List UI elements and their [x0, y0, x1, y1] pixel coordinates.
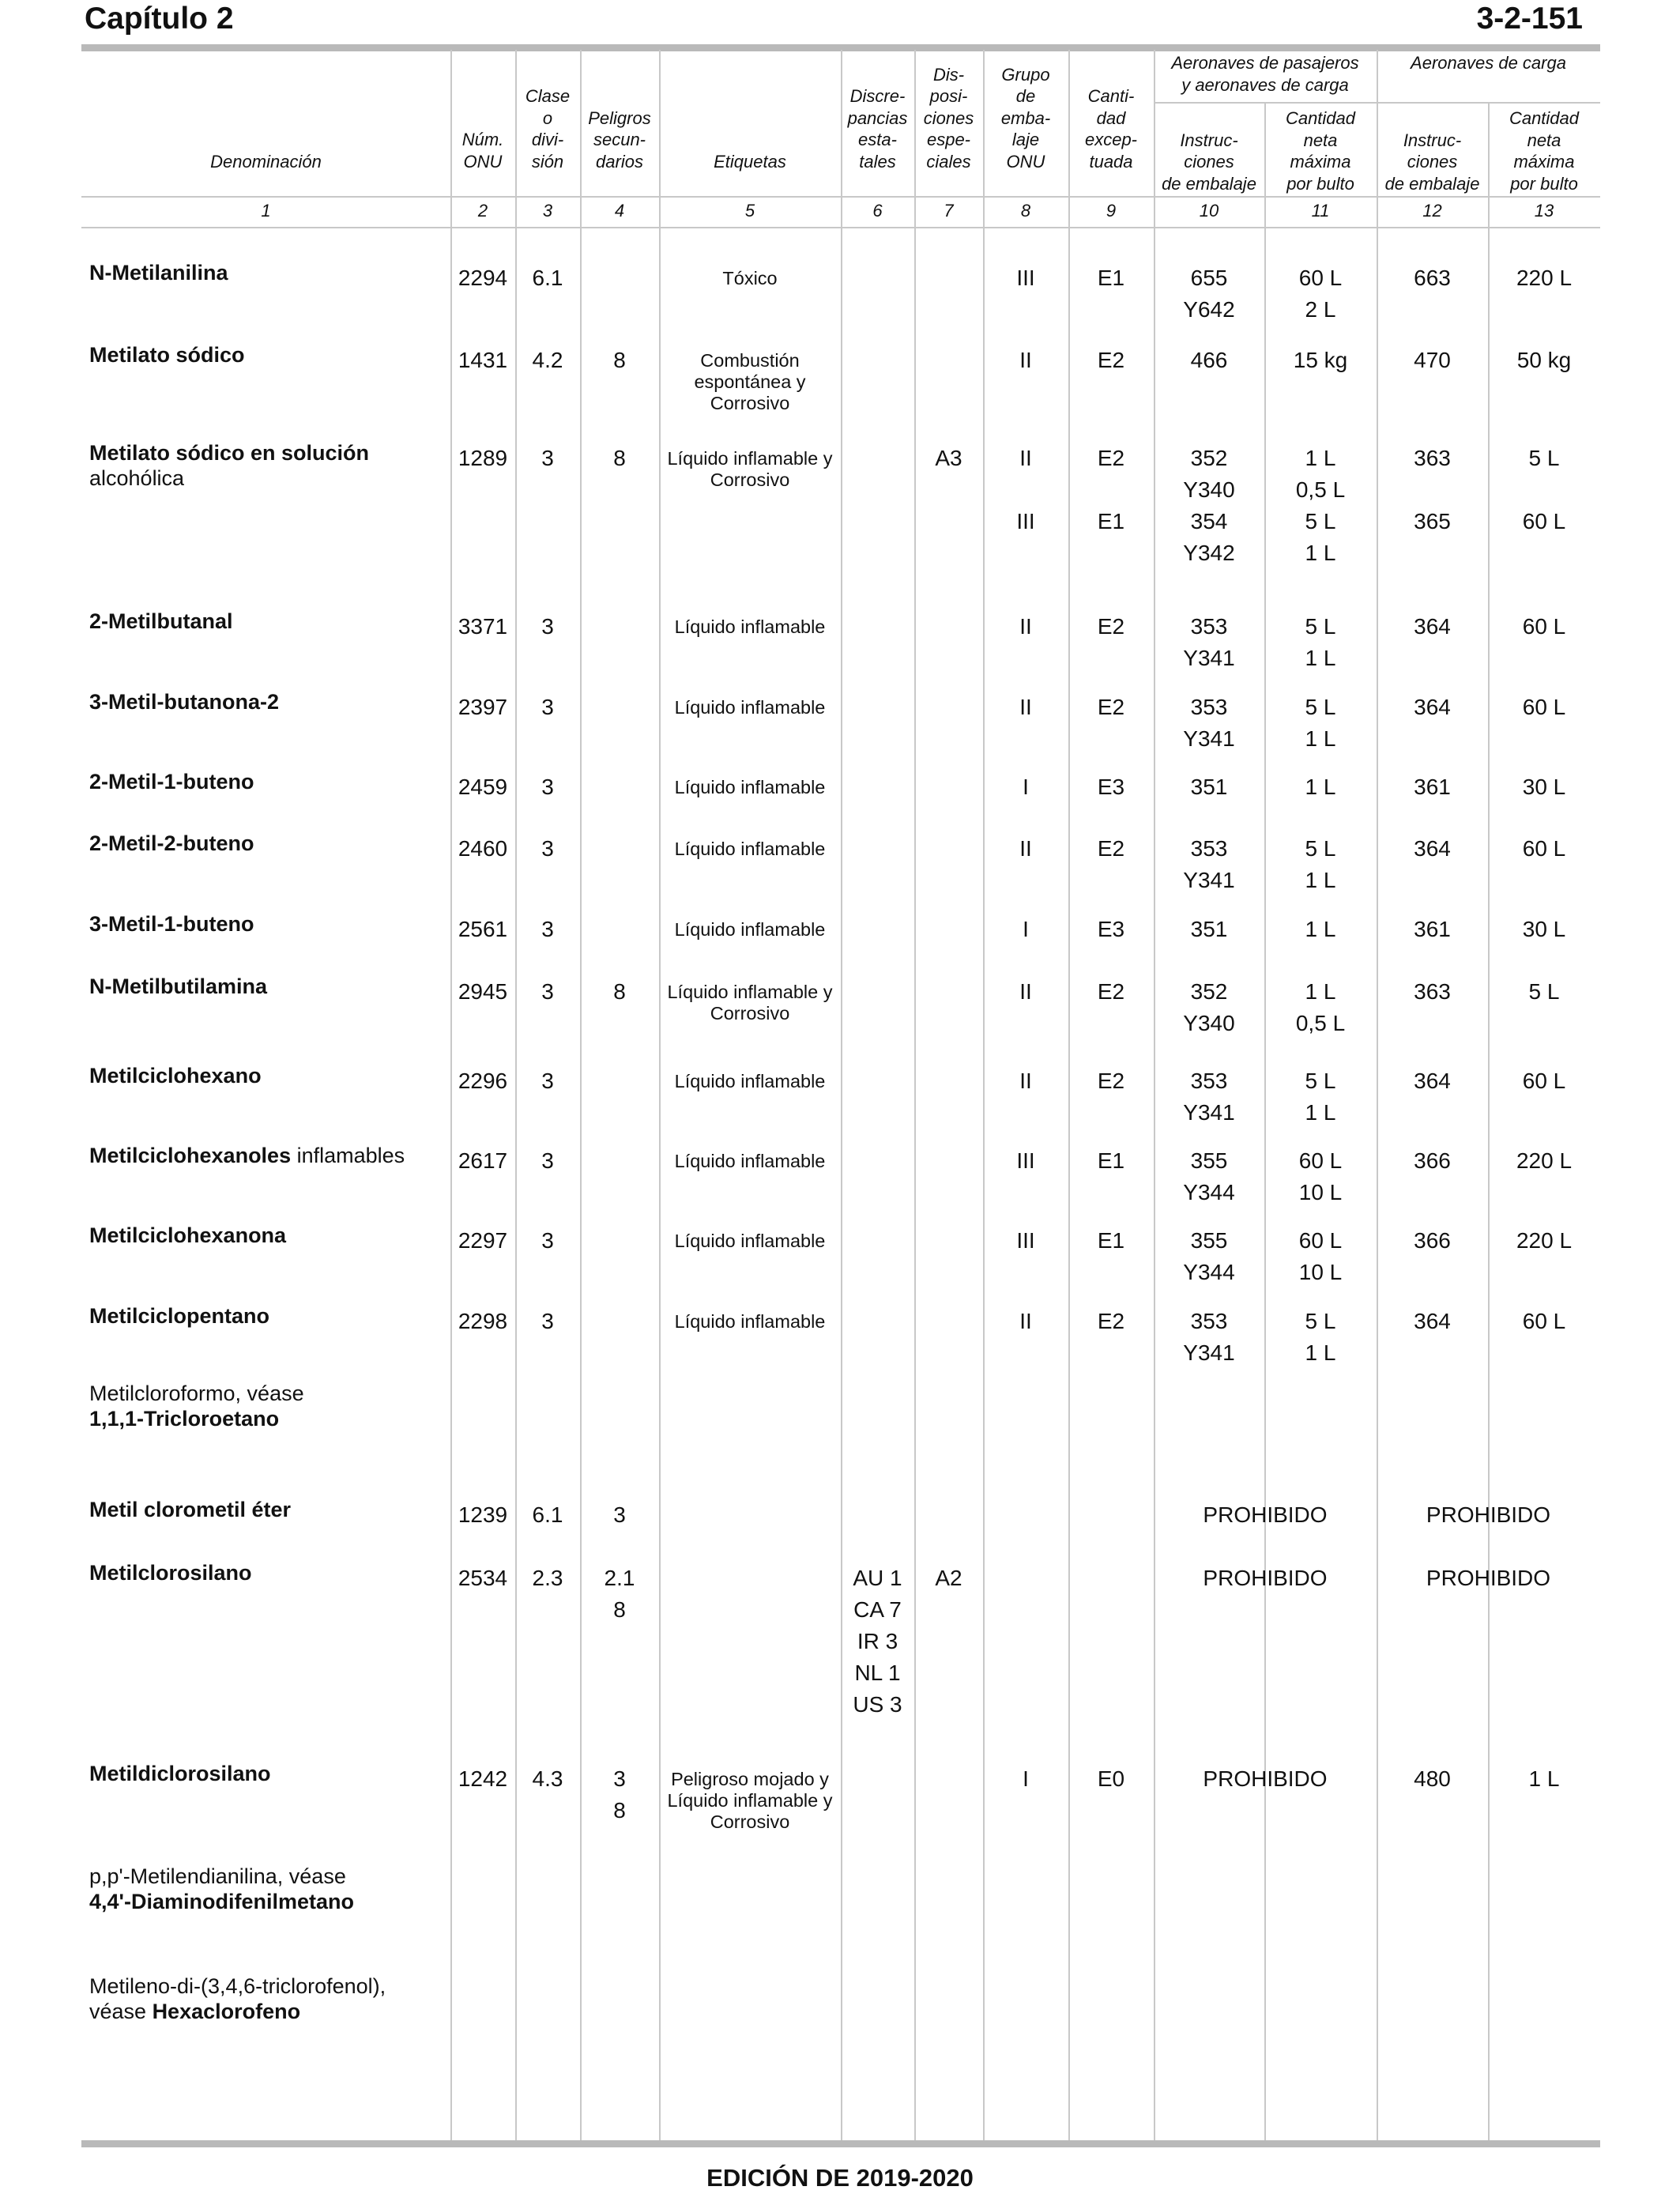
passenger-max-quantity: 5 L 1 L	[1305, 1309, 1336, 1365]
hazard-class: 3	[541, 1228, 554, 1253]
entry-name: Metilciclohexanona	[89, 1223, 287, 1247]
excepted-quantity: E2 E1	[1097, 446, 1125, 533]
hazard-label: Líquido inflamable	[674, 777, 826, 797]
excepted-quantity: E1	[1097, 1228, 1125, 1253]
excepted-quantity: E3	[1097, 917, 1125, 941]
cargo-packing-instruction: 366	[1414, 1228, 1451, 1253]
cargo-packing-instruction: 366	[1414, 1148, 1451, 1173]
passenger-prohibited: PROHIBIDO	[1203, 1502, 1328, 1527]
entry-name: Metilciclohexano	[89, 1064, 262, 1088]
header-rule	[81, 196, 1600, 198]
entry-name: Metilato sódico	[89, 343, 245, 367]
cargo-packing-instruction: 480	[1414, 1766, 1451, 1791]
passenger-max-quantity: 5 L 1 L	[1305, 614, 1336, 670]
entry-name: Metileno-di-(3,4,6-triclorofenol), véase Hexaclorofeno	[89, 1974, 386, 2023]
subsidiary-hazard: 3	[613, 1502, 626, 1527]
passenger-packing-instruction: 353 Y341	[1183, 836, 1235, 892]
hazard-class: 6.1	[532, 266, 563, 290]
un-number: 2561	[458, 917, 508, 941]
excepted-quantity: E2	[1097, 979, 1125, 1004]
cargo-max-quantity: 30 L	[1522, 917, 1566, 941]
column-number-rule	[81, 227, 1600, 228]
special-provision: A3	[935, 446, 962, 470]
packing-group: I	[1023, 917, 1029, 941]
passenger-packing-instruction: 353 Y341	[1183, 1069, 1235, 1125]
packing-group: II	[1019, 614, 1032, 639]
cargo-packing-instruction: 364	[1414, 1309, 1451, 1333]
hazard-class: 4.3	[532, 1766, 563, 1791]
cargo-max-quantity: 220 L	[1516, 266, 1573, 290]
excepted-quantity: E2	[1097, 695, 1125, 719]
state-variation: AU 1 CA 7 IR 3 NL 1 US 3	[853, 1566, 902, 1717]
hazard-class: 3	[541, 979, 554, 1004]
column-number: 8	[1020, 201, 1031, 221]
passenger-packing-instruction: 352 Y340	[1183, 979, 1235, 1035]
excepted-quantity: E1	[1097, 266, 1125, 290]
hazard-class: 3	[541, 836, 554, 861]
entry-name: 2-Metil-1-buteno	[89, 770, 254, 794]
cargo-max-quantity: 220 L	[1516, 1148, 1573, 1173]
group-header-rule	[1154, 102, 1600, 104]
excepted-quantity: E2	[1097, 836, 1125, 861]
packing-group: II	[1019, 836, 1032, 861]
passenger-max-quantity: 5 L 1 L	[1305, 1069, 1336, 1125]
entry-name: 2-Metilbutanal	[89, 609, 233, 633]
column-number: 12	[1422, 201, 1442, 221]
packing-group: II	[1019, 348, 1032, 372]
hazard-class: 4.2	[532, 348, 563, 372]
entry-name: Metildiclorosilano	[89, 1762, 271, 1785]
cargo-packing-instruction: 364	[1414, 1069, 1451, 1093]
un-number: 1289	[458, 446, 508, 470]
entry-name: 3-Metil-butanona-2	[89, 690, 279, 714]
cargo-packing-instruction: 364	[1414, 614, 1451, 639]
passenger-packing-instruction: 351	[1190, 775, 1228, 799]
hazard-class: 2.3	[532, 1566, 563, 1590]
special-provision: A2	[935, 1566, 962, 1590]
packing-group: III	[1016, 1228, 1035, 1253]
hazard-label: Líquido inflamable	[674, 1071, 826, 1091]
column-number: 11	[1311, 201, 1330, 221]
cargo-max-quantity: 50 kg	[1516, 348, 1572, 372]
cargo-max-quantity: 30 L	[1522, 775, 1566, 799]
column-number: 1	[261, 201, 271, 221]
passenger-packing-instruction: 655 Y642	[1183, 266, 1235, 322]
hazard-label: Líquido inflamable	[674, 839, 826, 859]
hazard-class: 3	[541, 446, 554, 470]
hazard-label: Líquido inflamable	[674, 1311, 826, 1332]
un-number: 3371	[458, 614, 508, 639]
cargo-packing-instruction: 470	[1414, 348, 1451, 372]
cargo-max-quantity: 60 L	[1522, 1069, 1566, 1093]
entry-name: p,p'-Metilendianilina, véase 4,4'-Diaminodifenilmetano	[89, 1864, 354, 1913]
column-number: 5	[744, 201, 755, 221]
chapter-title: Capítulo 2	[85, 2, 234, 36]
packing-group: II III	[1016, 446, 1035, 533]
header-num-onu: Núm. ONU	[461, 130, 504, 172]
header-grupo-embalaje: Grupo de emba- laje ONU	[1000, 64, 1051, 172]
hazard-label: Líquido inflamable y Corrosivo	[667, 448, 833, 490]
cargo-max-quantity: 60 L	[1522, 836, 1566, 861]
hazard-class: 6.1	[532, 1502, 563, 1527]
hazard-label: Combustión espontánea y Corrosivo	[694, 350, 806, 413]
header-clase: Clase o divi- sión	[525, 86, 571, 172]
column-number: 13	[1534, 201, 1554, 221]
header-peligros-secundarios: Peligros secun- darios	[588, 107, 651, 172]
column-divider	[1488, 103, 1490, 2140]
un-number: 2397	[458, 695, 508, 719]
passenger-packing-instruction: 351	[1190, 917, 1228, 941]
hazard-label: Líquido inflamable y Corrosivo	[667, 982, 833, 1023]
cargo-max-quantity: 220 L	[1516, 1228, 1573, 1253]
hazard-label: Líquido inflamable	[674, 697, 826, 718]
subsidiary-hazard: 8	[613, 348, 626, 372]
passenger-max-quantity: 5 L 1 L	[1305, 695, 1336, 751]
excepted-quantity: E2	[1097, 1309, 1125, 1333]
un-number: 2534	[458, 1566, 508, 1590]
hazard-class: 3	[541, 614, 554, 639]
excepted-quantity: E0	[1097, 1766, 1125, 1791]
column-number: 6	[872, 201, 883, 221]
header-cantidad-exceptuada: Canti- dad excep- tuada	[1084, 86, 1138, 172]
column-number: 2	[477, 201, 488, 221]
excepted-quantity: E3	[1097, 775, 1125, 799]
un-number: 2945	[458, 979, 508, 1004]
packing-group: II	[1019, 1069, 1032, 1093]
packing-group: II	[1019, 1309, 1032, 1333]
entry-name: 3-Metil-1-buteno	[89, 912, 254, 936]
hazard-class: 3	[541, 1309, 554, 1333]
packing-group: III	[1016, 266, 1035, 290]
cargo-packing-instruction: 361	[1414, 775, 1451, 799]
cargo-prohibited: PROHIBIDO	[1426, 1566, 1551, 1590]
cargo-max-quantity: 60 L	[1522, 695, 1566, 719]
passenger-packing-instruction: 355 Y344	[1183, 1148, 1235, 1204]
passenger-max-quantity: 1 L 0,5 L 5 L 1 L	[1295, 446, 1346, 565]
packing-group: II	[1019, 979, 1032, 1004]
header-etiquetas: Etiquetas	[714, 151, 786, 172]
hazard-label: Líquido inflamable	[674, 1151, 826, 1171]
excepted-quantity: E2	[1097, 1069, 1125, 1093]
column-number: 9	[1106, 201, 1117, 221]
hazard-class: 3	[541, 1148, 554, 1173]
column-divider	[841, 50, 842, 2140]
hazard-label: Líquido inflamable	[674, 919, 826, 940]
subsidiary-hazard: 8	[613, 446, 626, 470]
un-number: 2297	[458, 1228, 508, 1253]
column-divider	[914, 50, 916, 2140]
header-disposiciones: Dis- posi- ciones espe- ciales	[923, 64, 974, 172]
passenger-max-quantity: 60 L 2 L	[1298, 266, 1343, 322]
cargo-max-quantity: 1 L	[1528, 1766, 1560, 1791]
hazard-class: 3	[541, 1069, 554, 1093]
header-aeronaves-carga: Aeronaves de carga	[1411, 53, 1566, 73]
entry-name: 2-Metil-2-buteno	[89, 831, 254, 855]
hazard-label: Tóxico	[722, 268, 778, 288]
hazard-label: Líquido inflamable	[674, 616, 826, 637]
cargo-max-quantity: 5 L 60 L	[1522, 446, 1566, 533]
packing-group: III	[1016, 1148, 1035, 1173]
passenger-max-quantity: 1 L	[1305, 775, 1336, 799]
entry-name: Metilciclopentano	[89, 1304, 270, 1328]
header-instrucciones-pasajeros: Instruc- ciones de embalaje	[1162, 130, 1256, 194]
passenger-packing-instruction: 466	[1190, 348, 1228, 372]
header-instrucciones-carga: Instruc- ciones de embalaje	[1384, 130, 1480, 194]
cargo-packing-instruction: 663	[1414, 266, 1451, 290]
header-cantidad-pasajeros: Cantidad neta máxima por bulto	[1285, 108, 1356, 194]
un-number: 2294	[458, 266, 508, 290]
entry-name: Metilciclohexanoles inflamables	[89, 1144, 405, 1167]
packing-group: II	[1019, 695, 1032, 719]
entry-name: Metil clorometil éter	[89, 1498, 292, 1521]
entry-name: N-Metilbutilamina	[89, 974, 268, 998]
cargo-packing-instruction: 361	[1414, 917, 1451, 941]
column-number: 10	[1199, 201, 1219, 221]
un-number: 1431	[458, 348, 508, 372]
cargo-packing-instruction: 363	[1414, 979, 1451, 1004]
hazard-class: 3	[541, 917, 554, 941]
cargo-packing-instruction: 364	[1414, 836, 1451, 861]
entry-name: Metilato sódico en solución alcohólica	[89, 441, 370, 490]
excepted-quantity: E1	[1097, 1148, 1125, 1173]
passenger-max-quantity: 1 L	[1305, 917, 1336, 941]
bottom-rule	[81, 2140, 1600, 2147]
subsidiary-hazard: 3 8	[613, 1766, 626, 1823]
entry-name: N-Metilanilina	[89, 261, 228, 285]
passenger-packing-instruction: 353 Y341	[1183, 614, 1235, 670]
passenger-prohibited: PROHIBIDO	[1203, 1766, 1328, 1791]
un-number: 2617	[458, 1148, 508, 1173]
passenger-prohibited: PROHIBIDO	[1203, 1566, 1328, 1590]
page-number: 3-2-151	[1476, 2, 1583, 36]
header-discrepancias: Discre- pancias esta- tales	[847, 86, 908, 172]
passenger-max-quantity: 15 kg	[1293, 348, 1348, 372]
edition-footer: EDICIÓN DE 2019-2020	[706, 2164, 974, 2192]
un-number: 2460	[458, 836, 508, 861]
column-number: 4	[614, 201, 625, 221]
hazard-label: Líquido inflamable	[674, 1231, 826, 1251]
header-aeronaves-pasajeros: Aeronaves de pasajeros y aeronaves de carga	[1171, 53, 1359, 95]
header-denominacion: Denominación	[210, 151, 322, 172]
excepted-quantity: E2	[1097, 614, 1125, 639]
column-number: 3	[542, 201, 553, 221]
un-number: 2459	[458, 775, 508, 799]
un-number: 2296	[458, 1069, 508, 1093]
passenger-max-quantity: 5 L 1 L	[1305, 836, 1336, 892]
passenger-max-quantity: 60 L 10 L	[1298, 1148, 1343, 1204]
subsidiary-hazard: 2.1 8	[604, 1566, 635, 1622]
packing-group: I	[1023, 1766, 1029, 1791]
un-number: 1239	[458, 1502, 508, 1527]
passenger-packing-instruction: 352 Y340 354 Y342	[1183, 446, 1235, 565]
cargo-packing-instruction: 363 365	[1414, 446, 1451, 533]
un-number: 1242	[458, 1766, 508, 1791]
cargo-max-quantity: 60 L	[1522, 1309, 1566, 1333]
packing-group: I	[1023, 775, 1029, 799]
un-number: 2298	[458, 1309, 508, 1333]
header-cantidad-carga: Cantidad neta máxima por bulto	[1509, 108, 1580, 194]
hazard-class: 3	[541, 695, 554, 719]
hazard-class: 3	[541, 775, 554, 799]
passenger-max-quantity: 60 L 10 L	[1298, 1228, 1343, 1284]
excepted-quantity: E2	[1097, 348, 1125, 372]
column-number: 7	[944, 201, 954, 221]
passenger-max-quantity: 1 L 0,5 L	[1295, 979, 1346, 1035]
hazard-label: Peligroso mojado y Líquido inflamable y Corrosivo	[667, 1769, 833, 1832]
subsidiary-hazard: 8	[613, 979, 626, 1004]
entry-name: Metilcloroformo, véase 1,1,1-Tricloroetano	[89, 1382, 304, 1431]
cargo-packing-instruction: 364	[1414, 695, 1451, 719]
passenger-packing-instruction: 353 Y341	[1183, 695, 1235, 751]
cargo-max-quantity: 60 L	[1522, 614, 1566, 639]
cargo-max-quantity: 5 L	[1528, 979, 1560, 1004]
entry-name: Metilclorosilano	[89, 1561, 252, 1585]
cargo-prohibited: PROHIBIDO	[1426, 1502, 1551, 1527]
passenger-packing-instruction: 353 Y341	[1183, 1309, 1235, 1365]
passenger-packing-instruction: 355 Y344	[1183, 1228, 1235, 1284]
